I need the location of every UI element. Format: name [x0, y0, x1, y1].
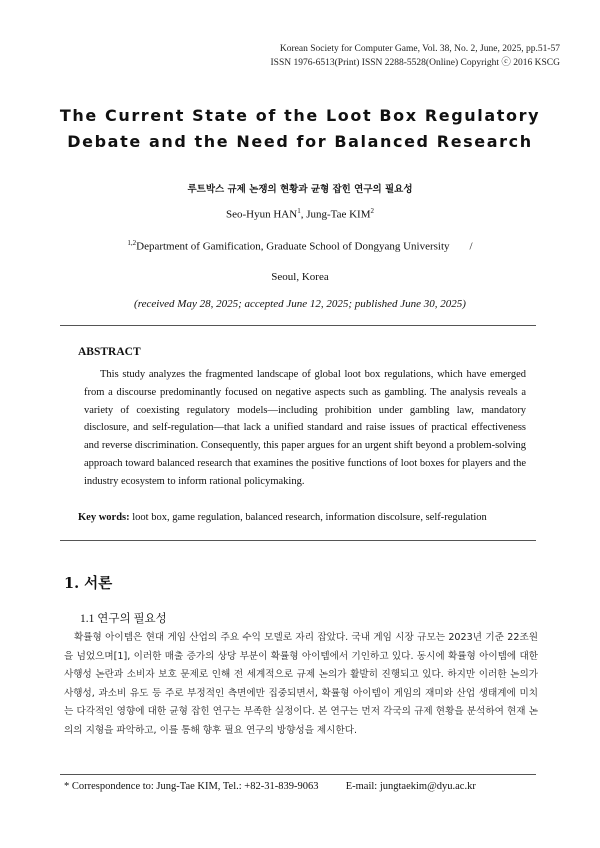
author-1: Seo-Hyun HAN [225, 208, 298, 221]
bottom-divider [60, 540, 536, 541]
korean-title: 루트박스 규제 논쟁의 현황과 균형 잡힌 연구의 필요성 [187, 184, 413, 195]
paper-title-line2: Debate and the Need for Balanced Research [67, 132, 533, 151]
journal-info-line1: Korean Society for Computer Game, Vol. 38, No. 2, June, 2025, pp.51-57 [279, 44, 560, 54]
abstract-heading: ABSTRACT [78, 346, 141, 358]
keywords-text: loot box, game regulation, balanced research, information discolsure, self-regulation [132, 512, 487, 523]
keywords-label: Key words: [78, 512, 130, 523]
paper-title-line1: The Current State of the Loot Box Regulatory [59, 106, 541, 125]
abstract-text: This study analyzes the fragmented landscape of global loot box regulations, which have emerged from a discourse predominantly focused on negative aspects such as gambling. The analysis reveals a variety of coexisting regulatory models—including prohibition under gambling law, mandatory disclosure, and self-regulation—that lack a unified standard and raise issues of practical effectiveness and reverse discrimination. Consequently, this paper argues for an urgent shift beyond a problem-solving approach toward balanced research that examines the positive functions of loot boxes for players and the industry ecosystem to inform rational policymaking. [84, 369, 526, 487]
affiliation-line [0, 239, 600, 253]
footnote [64, 781, 476, 792]
footnote-correspondence: Correspondence to: Jung-Tae KIM, Tel.: +82-31-839-9063 [71, 781, 319, 792]
publication-dates: (received May 28, 2025; accepted June 12, 2025; published June 30, 2025) [134, 298, 466, 310]
author-2-sup: 2 [370, 207, 374, 215]
author-1-sup: 1 [297, 207, 301, 215]
author-line [0, 207, 600, 221]
footnote-email: E-mail: jungtaekim@dyu.ac.kr [345, 781, 476, 792]
body-paragraph: 확률형 아이템은 현대 게임 산업의 주요 수익 모델로 자리 잡았다. 국내 게임 시장 규모는 2023년 기준 22조원을 넘었으며[1], 이러한 매출 증가의 상당 부분이 확률형 아이템에서 기인하고 있다. 동시에 확률형 아이템에 대한 사행성 논란과 소비자 보호 문제로 인해 전 세계적으로 규제 논의가 활발히 진행되고 있다. 하지만 이러한 논의가 사행성, 과소비 유도 등 주로 부정적인 측면에만 집중되면서, 확률형 아이템이 게임의 재미와 산업 생태계에 미치는 다각적인 영향에 대한 균형 잡힌 연구는 부족한 실정이다. 본 연구는 먼저 각국의 규제 현황을 분석하여 현재 논의의 지형을 파악하고, 이를 통해 향후 필요 연구의 방향성을 제시한다. [64, 632, 538, 736]
keywords [78, 512, 528, 523]
author-separator: , [300, 208, 307, 221]
journal-info-line2: ISSN 1976-6513(Print) ISSN 2288-5528(Online) Copyright ⓒ 2016 KSCG [270, 58, 560, 68]
author-2: Jung-Tae KIM [306, 208, 371, 221]
affiliation-sup: 1,2 [127, 239, 137, 247]
location: Seoul, Korea [271, 271, 329, 283]
affiliation-slash: / [469, 240, 473, 253]
top-divider [60, 325, 536, 326]
affiliation: Department of Gamification, Graduate School of Dongyang University [136, 240, 450, 253]
section-heading: 1. 서론 [64, 575, 113, 592]
footnote-marker: * [64, 781, 70, 792]
footnote-divider [60, 774, 536, 775]
subsection-heading: 1.1 연구의 필요성 [80, 613, 167, 625]
